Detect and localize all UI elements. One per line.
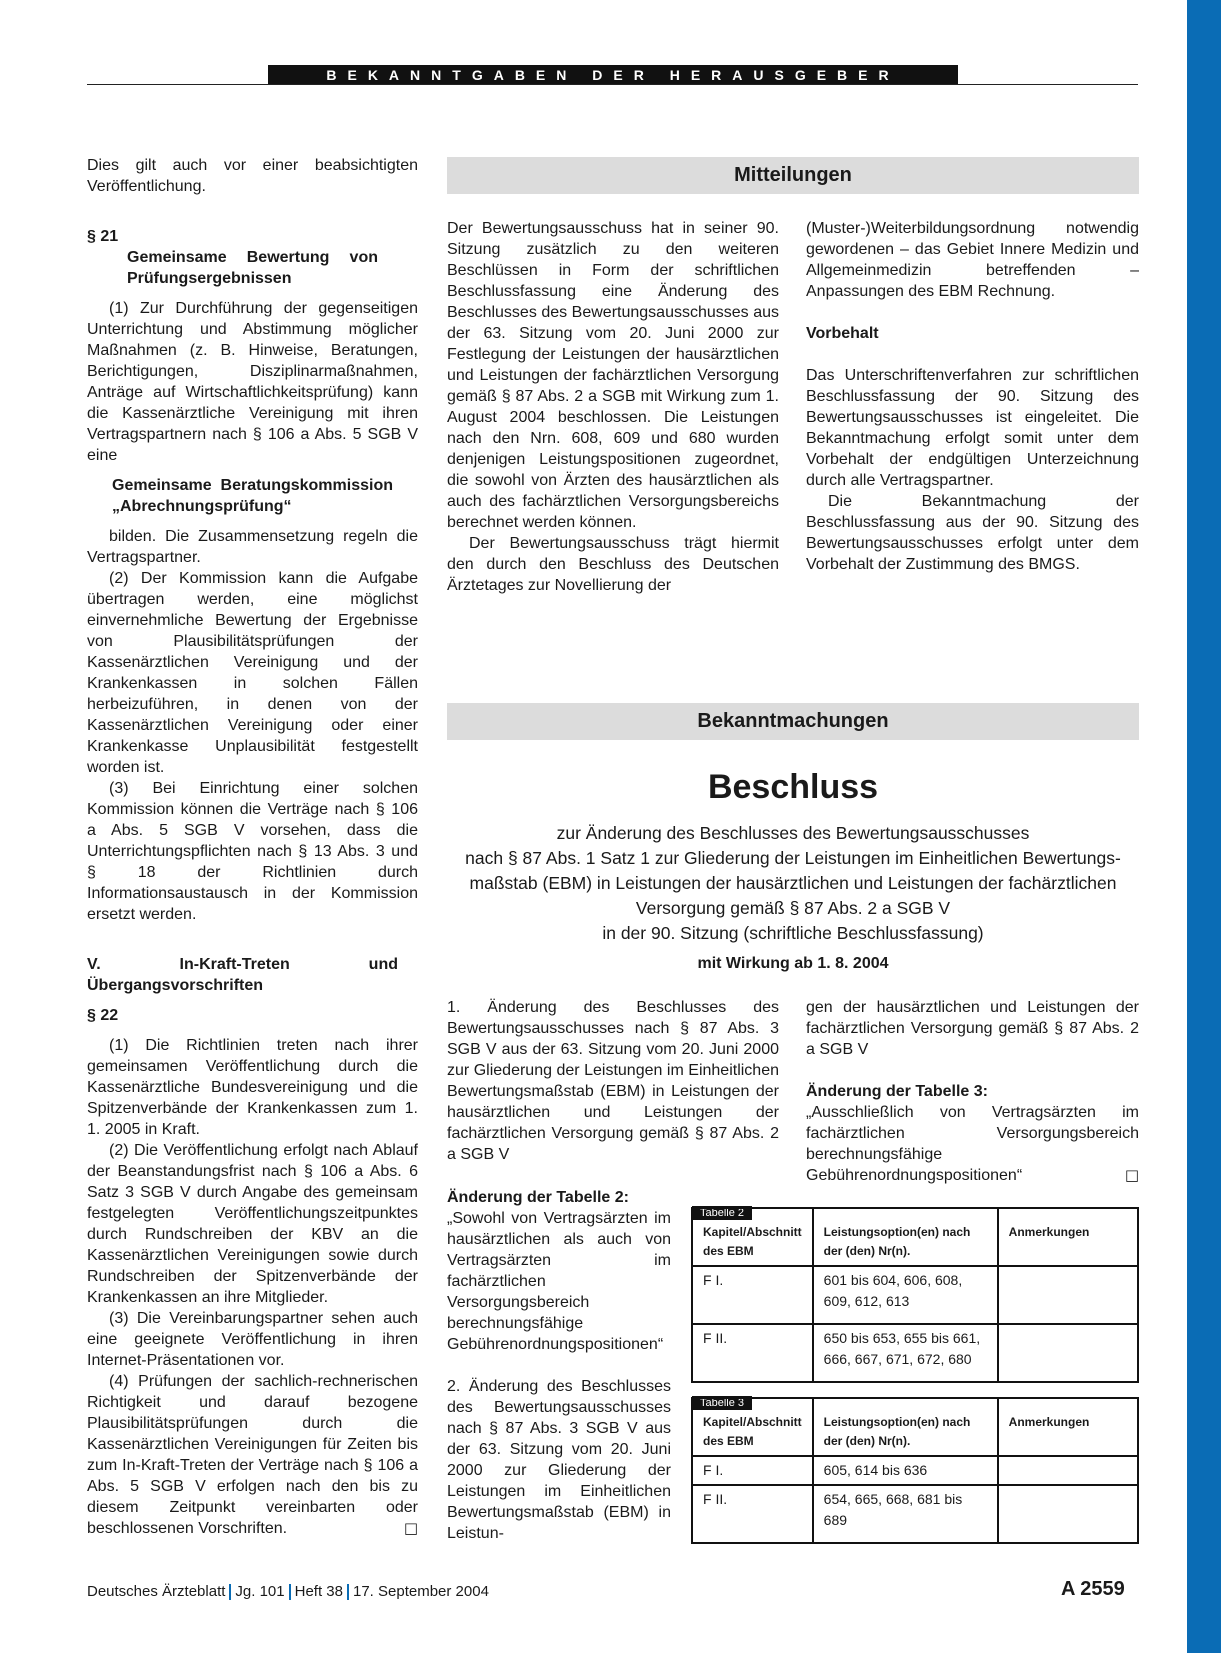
kommission-heading: Gemeinsame Beratungskommission „Abrechnungsprüfung“ — [112, 477, 393, 515]
s21-paragraph-3: (3) Bei Einrichtung einer solchen Kommission können die Verträge nach § 106 a Abs. 5 SGB V vorsehen, dass die Unterrichtungspflichten nach § 13 Abs. 3 und § 18 der Richtlinien durch Informationsaustausch in der Kommission ersetzt werden. — [87, 780, 418, 923]
table-row — [692, 1266, 1138, 1324]
bekanntmachungen-band: Bekanntmachungen — [447, 703, 1139, 740]
subtitle-line-2: nach § 87 Abs. 1 Satz 1 zur Gliederung der Leistungen im Einheitlichen Bewertungs- — [465, 848, 1121, 868]
table-cell: 650 bis 653, 655 bis 661, 666, 667, 671, 672, 680 — [813, 1324, 998, 1382]
table-cell: 601 bis 604, 606, 608, 609, 612, 613 — [813, 1266, 998, 1324]
table-row — [692, 1324, 1138, 1382]
s22-paragraph-2: (2) Die Veröffentlichung erfolgt nach Ablauf der Beanstandungsfrist nach § 106 a Abs. 6 Satz 3 SGB V durch Angabe des gemeinsam festgelegten Veröffentlichungszeitpunktes durch Rundschreiben der KBV an die Kassenärztlichen Vereinigungen sowie durch Rundschreiben der Spitzenverbände der Krankenkassen an ihre Mitglieder. — [87, 1142, 418, 1306]
s22-paragraph-4 — [87, 1371, 418, 1539]
mitteilungen-band: Mitteilungen — [447, 157, 1139, 194]
subtitle-line-3: maßstab (EBM) in Leistungen der hausärztlichen und Leistungen der fachärztlichen — [469, 873, 1117, 893]
s22-paragraph-1: (1) Die Richtlinien treten nach ihrer gemeinsamen Veröffentlichung durch die Kassenärztliche Bundesvereinigung und die Spitzenverbände der Krankenkassen zum 1. 1. 2005 in Kraft. — [87, 1037, 418, 1138]
s22-paragraph-4-text: (4) Prüfungen der sachlich-rechnerischen Richtigkeit und darauf bezogene Plausibilitätsprüfungen durch die Kassenärztlichen Vereinigungen für Zeiten bis zum In-Kraft-Treten der Verträge nach § 106 a Abs. 5 SGB V erfolgen nach den bis zu diesem Zeitpunkt vereinbarten oder beschlossenen Vorschriften. — [87, 1373, 418, 1537]
beschluss-item-1: 1. Änderung des Beschlusses des Bewertungsausschusses nach § 87 Abs. 3 SGB V aus der 63. Sitzung vom 20. Juni 2000 zur Gliederung der Leistungen im Einheitlichen Bewertungsmaßstab (EBM) in Leistungen der hausärztlichen und Leistungen der fachärztlichen Versorgung gemäß § 87 Abs. 2 a SGB V — [447, 999, 779, 1163]
subtitle-line-1: zur Änderung des Beschlusses des Bewertungsausschusses — [556, 823, 1030, 843]
table-cell — [998, 1324, 1138, 1382]
table-header-cell: Anmerkungen — [998, 1398, 1138, 1456]
table-header-cell: Kapitel/Abschnitt des EBM — [692, 1398, 813, 1456]
s22-paragraph-3: (3) Die Vereinbarungspartner sehen auch eine geeignete Veröffentlichung in ihren Internet-Präsentationen vor. — [87, 1310, 418, 1369]
beschluss-item-2-continued: gen der hausärztlichen und Leistungen der fachärztlichen Versorgung gemäß § 87 Abs. 2 a SGB V — [806, 999, 1139, 1058]
page-footer — [87, 1583, 489, 1600]
tabelle-2-change-heading: Änderung der Tabelle 2: — [447, 1189, 629, 1206]
table-cell: 654, 665, 668, 681 bis 689 — [813, 1485, 998, 1543]
end-mark-icon: □ — [1124, 1166, 1139, 1184]
table-cell: 605, 614 bis 636 — [813, 1456, 998, 1485]
tabelle-3-change-heading: Änderung der Tabelle 3: — [806, 1083, 988, 1100]
table-cell — [998, 1266, 1138, 1324]
table-cell — [998, 1485, 1138, 1543]
beschluss-title: Beschluss — [707, 768, 879, 806]
table-header-row — [692, 1208, 1138, 1266]
tabelle-2-change-text: „Sowohl von Vertragsärzten im hausärztlichen als auch von Vertragsärzten im fachärztlichen Versorgungsbereich berechnungsfähige Gebührenordnungspositionen“ — [447, 1210, 671, 1353]
mitteilungen-paragraph-3: (Muster-)Weiterbildungsordnung notwendig gewordenen – das Gebiet Innere Medizin und Allgemeinmedizin betreffenden – Anpassungen des EBM Rechnung. — [806, 220, 1139, 300]
issue: Heft 38 — [294, 1583, 343, 1600]
chapter-v-heading: V. In-Kraft-Treten und Übergangsvorschriften — [87, 956, 398, 994]
beschluss-subtitle — [447, 821, 1139, 946]
s21-paragraph-1: (1) Zur Durchführung der gegenseitigen Unterrichtung und Abstimmung möglicher Maßnahmen (z. B. Hinweise, Beratungen, Berichtigungen, Disziplinarmaßnahmen, Anträge auf Wirtschaftlichkeitsprüfung) kann die Kassenärztliche Vereinigung mit ihren Vertragspartnern nach § 106 a Abs. 5 SGB V eine — [87, 300, 418, 464]
s21-paragraph-1b: bilden. Die Zusammensetzung regeln die Vertragspartner. — [87, 528, 418, 566]
table-3-tag: Tabelle 3 — [692, 1396, 752, 1410]
table-cell: F II. — [692, 1324, 813, 1382]
table-header-cell: Kapitel/Abschnitt des EBM — [692, 1208, 813, 1266]
table-cell: F II. — [692, 1485, 813, 1543]
beschluss-col-left-bottom — [447, 1187, 671, 1544]
journal-name: Deutsches Ärzteblatt — [87, 1583, 226, 1600]
table-header-cell: Leistungsoption(en) nach der (den) Nr(n). — [813, 1398, 998, 1456]
section-21-number: § 21 — [87, 228, 119, 245]
table-2 — [691, 1207, 1139, 1383]
section-header: BEKANNTGABEN DER HERAUSGEBER — [268, 65, 958, 85]
beschluss-item-2: 2. Änderung des Beschlusses des Bewertungsausschusses nach § 87 Abs. 3 SGB V aus der 63. Sitzung vom 20. Juni 2000 zur Gliederung der Leistungen im Einheitlichen Bewertungsmaßstab (EBM) in Leistun- — [447, 1378, 671, 1542]
mitteilungen-paragraph-4: Das Unterschriftenverfahren zur schriftlichen Beschlussfassung der 90. Sitzung des Bewertungsausschusses ist eingeleitet. Die Bekanntmachung erfolgt somit unter dem Vorbehalt der endgültigen Unterzeichnung durch alle Vertragspartner. — [806, 367, 1139, 489]
issue-date: 17. September 2004 — [353, 1583, 489, 1600]
table-row — [692, 1485, 1138, 1543]
table-row — [692, 1456, 1138, 1485]
table-cell: F I. — [692, 1266, 813, 1324]
subtitle-line-4: Versorgung gemäß § 87 Abs. 2 a SGB V — [635, 898, 951, 918]
tabelle-3-change-text — [806, 1102, 1139, 1186]
table-3 — [691, 1397, 1139, 1544]
table-cell: F I. — [692, 1456, 813, 1485]
s21-paragraph-2: (2) Der Kommission kann die Aufgabe übertragen werden, eine möglichst einvernehmliche Bewertung der Ergebnisse von Plausibilitätsprüfungen der Kassenärztlichen Vereinigung und der Krankenkassen in solchen Fällen herbeizuführen, in denen von der Kassenärztlichen Vereinigung oder einer Krankenkasse Unplausibilität festgestellt worden ist. — [87, 570, 418, 776]
section-21-title: Gemeinsame Bewertung von Prüfungsergebnissen — [127, 249, 378, 287]
end-mark-icon: □ — [403, 1519, 418, 1537]
mitteilungen-paragraph-1: Der Bewertungsausschuss hat in seiner 90. Sitzung zusätzlich zu den weiteren Beschlüssen in Form der schriftlichen Beschlussfassung eine Änderung des Beschlusses des Bewertungsausschusses aus der 63. Sitzung vom 20. Juni 2000 zur Festlegung der Leistungen der hausärztlichen und Leistungen der fachärztlichen Versorgung gemäß § 87 Abs. 2 a SGB mit Wirkung zum 1. August 2004 beschlossen. Die Leistungen nach den Nrn. 608, 609 und 680 wurden denjenigen Leistungspositionen zugeordnet, die sowohl von Ärzten des hausärztlichen als auch des fachärztlichen Versorgungsbereichs berechnet werden können. — [447, 220, 779, 531]
footer-separator — [229, 1584, 231, 1600]
left-column — [87, 155, 418, 1539]
footer-separator — [347, 1584, 349, 1600]
volume: Jg. 101 — [235, 1583, 285, 1600]
section-22-number: § 22 — [87, 1007, 119, 1024]
side-color-bar — [1187, 0, 1221, 1653]
header-rule — [87, 84, 1138, 85]
tabelle-3-change-quote: „Ausschließlich von Vertragsärzten im fachärztlichen Versorgungsbereich berechnungsfähige Gebührenordnungspositionen“ — [806, 1104, 1139, 1184]
table-cell — [998, 1456, 1138, 1485]
wirkung-date: mit Wirkung ab 1. 8. 2004 — [697, 955, 889, 972]
page-number: A 2559 — [1061, 1578, 1125, 1600]
vorbehalt-heading: Vorbehalt — [806, 325, 879, 342]
mitteilungen-paragraph-5: Die Bekanntmachung der Beschlussfassung aus der 90. Sitzung des Bewertungsausschusses erfolgt unter dem Vorbehalt der Zustimmung des BMGS. — [806, 493, 1139, 573]
mitteilungen-col-left — [447, 218, 779, 596]
footer-separator — [289, 1584, 291, 1600]
subtitle-line-5: in der 90. Sitzung (schriftliche Beschlussfassung) — [602, 923, 984, 943]
table-header-row — [692, 1398, 1138, 1456]
table-header-cell: Leistungsoption(en) nach der (den) Nr(n). — [813, 1208, 998, 1266]
table-header-cell: Anmerkungen — [998, 1208, 1138, 1266]
beschluss-col-left-top — [447, 997, 779, 1165]
mitteilungen-paragraph-2: Der Bewertungsausschuss trägt hiermit den durch den Beschluss des Deutschen Ärztetages zur Novellierung der — [447, 535, 779, 594]
mitteilungen-col-right — [806, 218, 1139, 575]
table-2-tag: Tabelle 2 — [692, 1206, 752, 1220]
intro-text: Dies gilt auch vor einer beabsichtigten Veröffentlichung. — [87, 157, 418, 195]
beschluss-col-right — [806, 997, 1139, 1186]
